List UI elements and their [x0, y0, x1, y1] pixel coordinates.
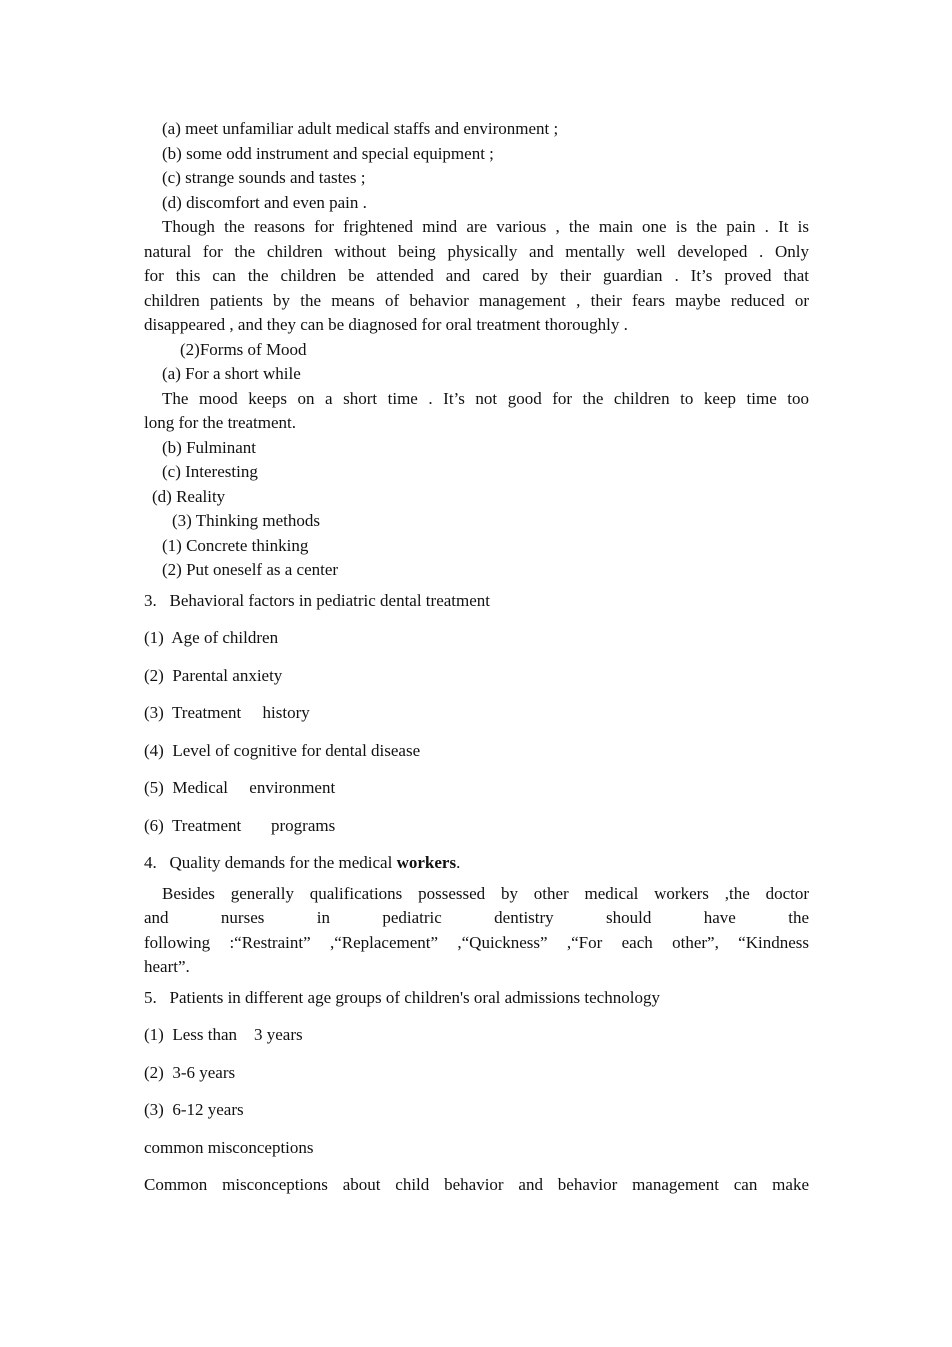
- pain-paragraph: [144, 215, 809, 338]
- list-item: (3) 6-12 years: [144, 1100, 244, 1119]
- paragraph-line: and nurses in pediatric dentistry should have the: [144, 908, 809, 927]
- mood-item: (b) Fulminant: [162, 437, 256, 457]
- paragraph-line: following :“Restraint” ,“Replacement” ,“Quickness” ,“For each other”, “Kindness: [144, 932, 809, 952]
- paragraph-line: disappeared , and they can be diagnosed for oral treatment thoroughly .: [144, 315, 628, 334]
- list-item: (2) 3-6 years: [144, 1062, 236, 1082]
- mood-item: (a) For a short while: [162, 364, 301, 383]
- page-content: [144, 117, 809, 1198]
- paragraph-line: children patients by the means of behavior management , their fears maybe reduced or: [144, 290, 809, 310]
- mood-item: (c) Interesting: [162, 462, 258, 481]
- list-item: (4) Level of cognitive for dental disease: [144, 740, 421, 760]
- list-item: (1) Less than 3 years: [144, 1025, 303, 1044]
- paragraph-line: for this can the children be attended and cared by their guardian . It’s proved that: [144, 266, 809, 285]
- thinking-heading: (3) Thinking methods: [172, 511, 320, 530]
- list-item: (5) Medical environment: [144, 778, 336, 797]
- qualities-paragraph: [144, 882, 809, 980]
- paragraph-line: natural for the children without being physically and mentally well developed . Only: [144, 241, 809, 261]
- section-heading: 3. Behavioral factors in pediatric dental treatment: [144, 590, 491, 610]
- thinking-item: (1) Concrete thinking: [162, 535, 309, 555]
- section-heading: [144, 851, 809, 876]
- list-item: (6) Treatment programs: [144, 815, 336, 835]
- list-item: (3) Treatment history: [144, 703, 310, 722]
- misconceptions-heading: common misconceptions: [144, 1137, 314, 1157]
- paragraph-line: heart”.: [144, 957, 190, 976]
- trigger-item: (a) meet unfamiliar adult medical staffs and environment ;: [162, 119, 559, 138]
- paragraph-line: Though the reasons for frightened mind are various , the main one is the pain . It is: [162, 217, 809, 236]
- section-heading: 5. Patients in different age groups of children's oral admissions technology: [144, 987, 660, 1007]
- paragraph-line: Common misconceptions about child behavior and behavior management can make: [144, 1175, 809, 1194]
- mood-paragraph: [144, 387, 809, 436]
- paragraph-line: The mood keeps on a short time . It’s not good for the children to keep time too: [162, 388, 809, 408]
- trigger-item: (c) strange sounds and tastes ;: [162, 168, 366, 187]
- heading-text: 4. Quality demands for the medical: [144, 853, 397, 872]
- heading-bold-text: workers: [396, 853, 457, 872]
- thinking-item: (2) Put oneself as a center: [162, 560, 339, 579]
- trigger-item: (b) some odd instrument and special equipment ;: [162, 143, 494, 163]
- paragraph-line: Besides generally qualifications possessed by other medical workers ,the doctor: [162, 883, 809, 903]
- trigger-item: (d) discomfort and even pain .: [162, 192, 367, 212]
- list-item: (2) Parental anxiety: [144, 665, 283, 685]
- heading-suffix: .: [456, 853, 461, 872]
- mood-item: (d) Reality: [152, 486, 226, 506]
- list-item: (1) Age of children: [144, 628, 279, 647]
- paragraph-line: long for the treatment.: [144, 413, 297, 432]
- mood-heading: (2)Forms of Mood: [180, 339, 307, 359]
